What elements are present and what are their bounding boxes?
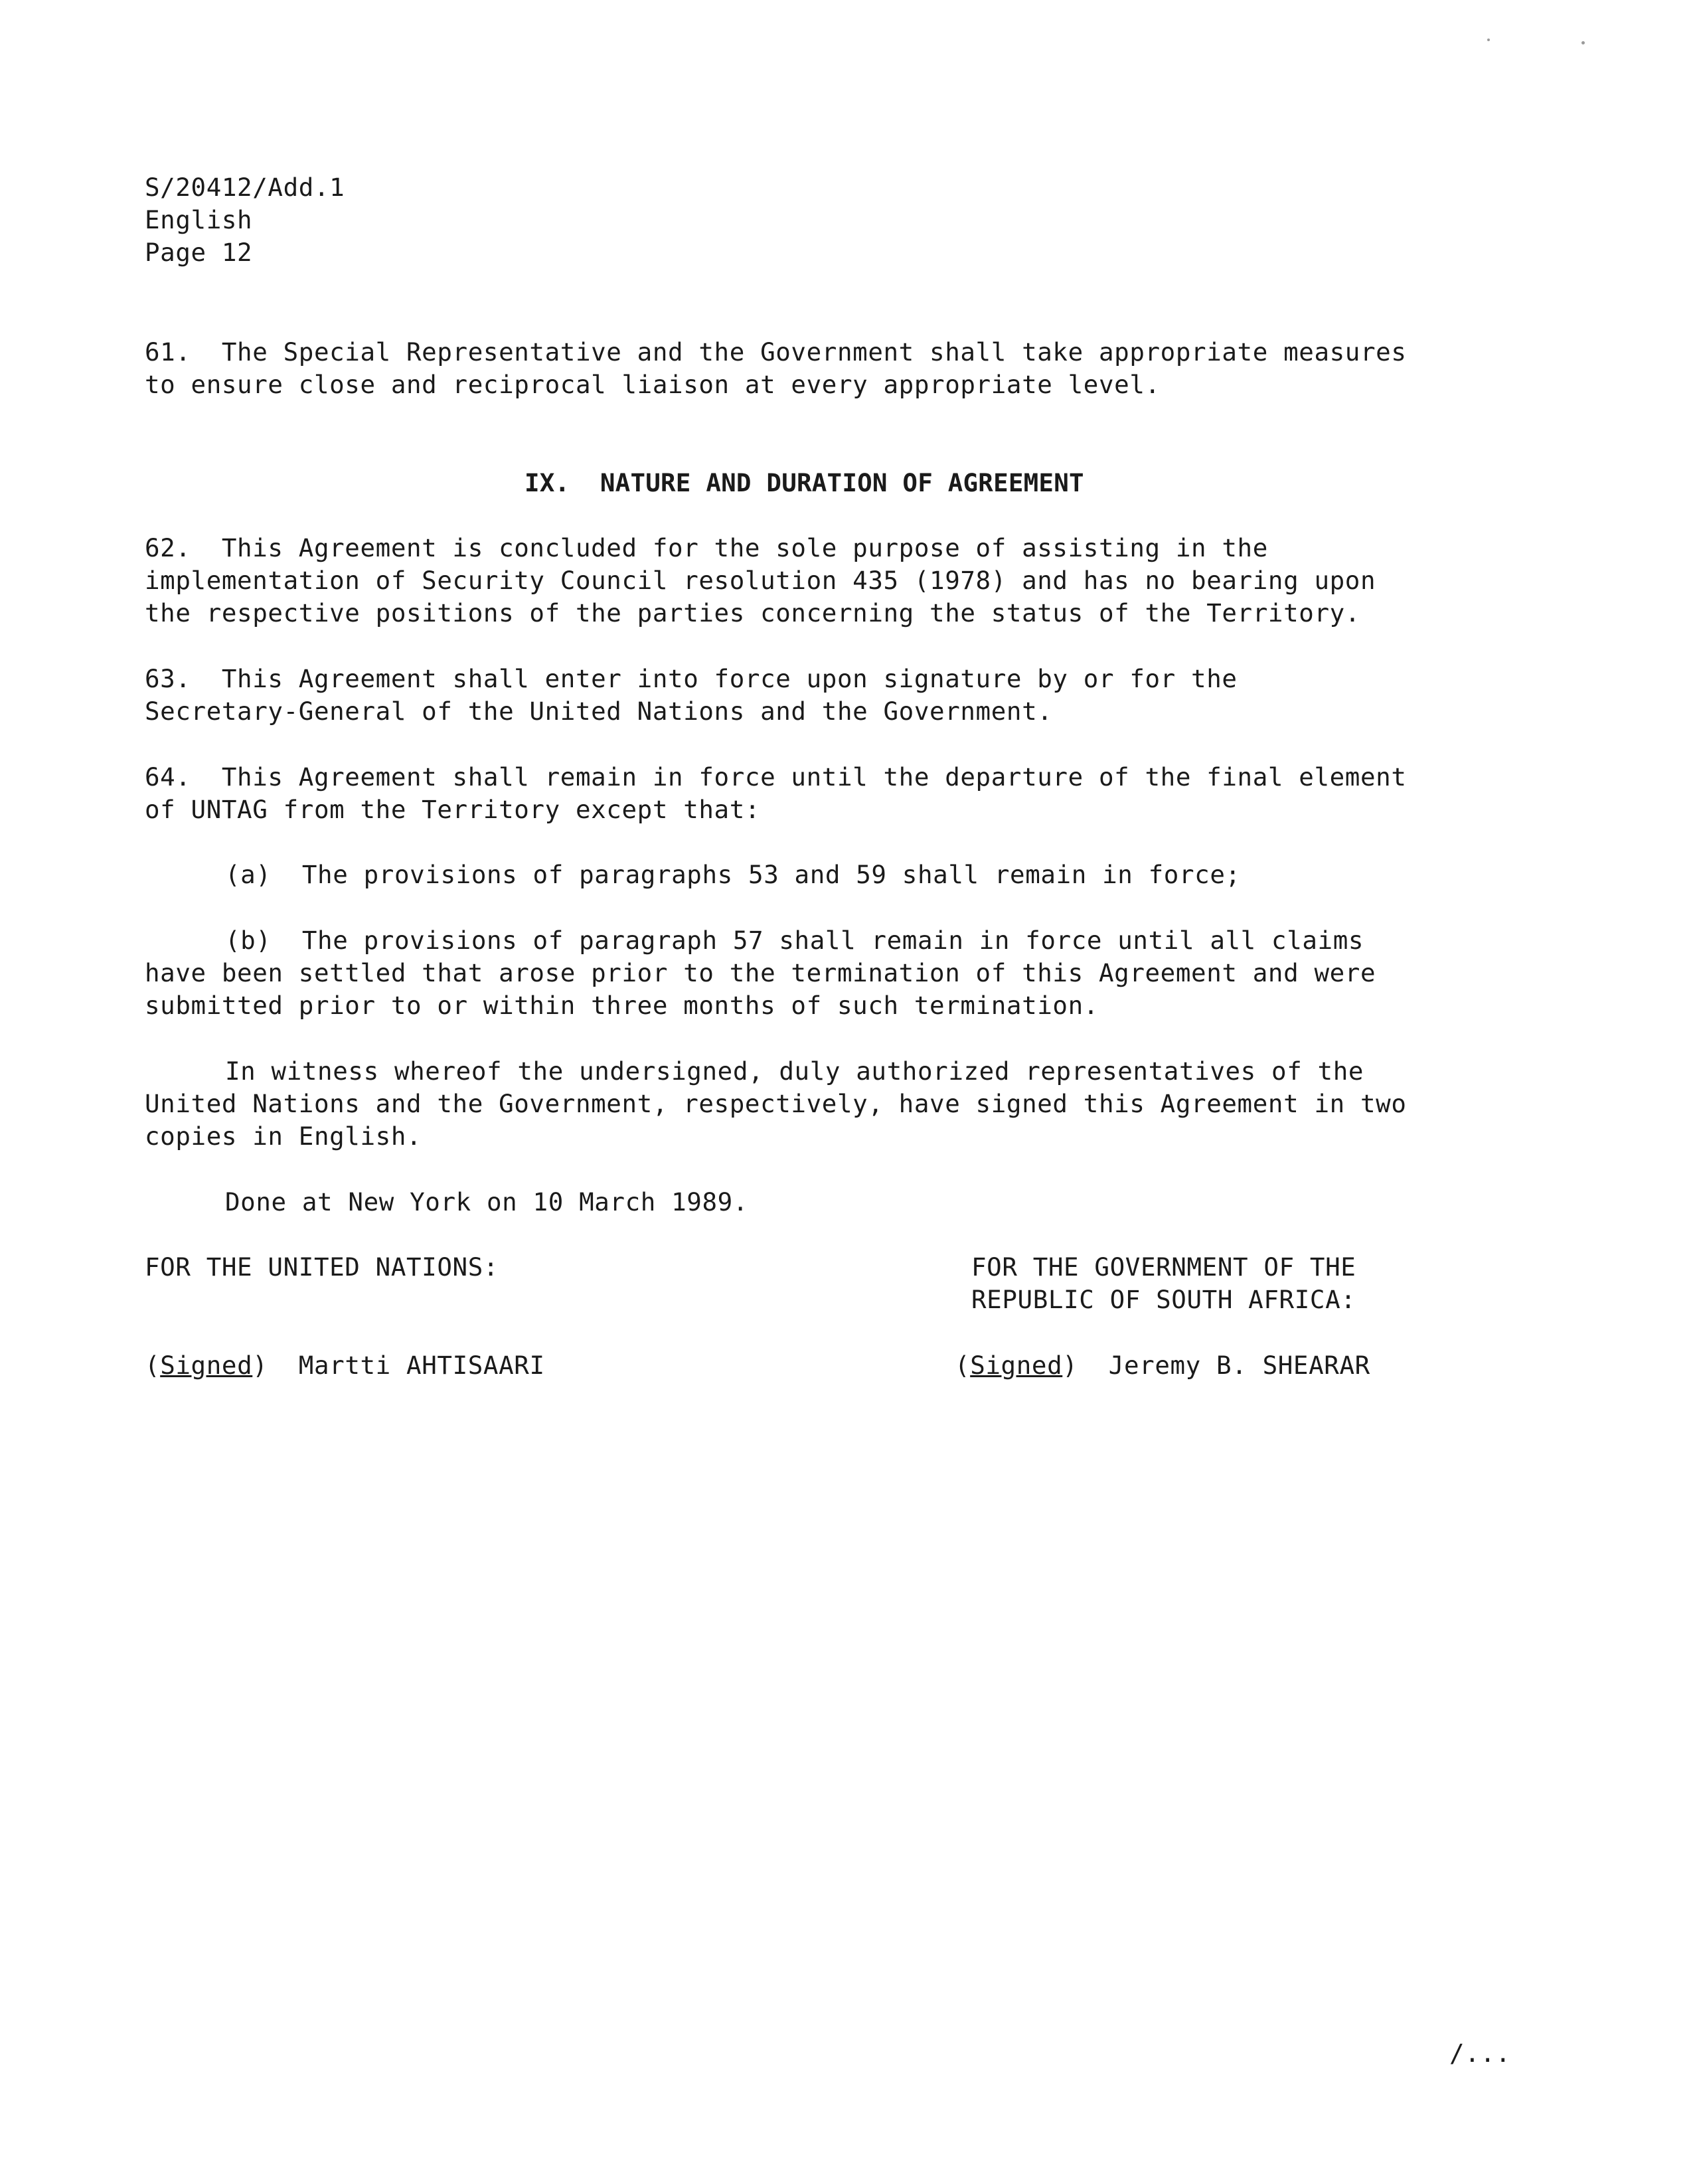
sa-signatory-heading-line-1: FOR THE GOVERNMENT OF THE: [971, 1252, 1356, 1282]
paragraph-62-line-2: implementation of Security Council resolution 435 (1978) and has no bearing upon: [145, 566, 1376, 595]
paragraph-63-line-1: 63. This Agreement shall enter into force upon signature by or for the: [145, 664, 1238, 693]
sa-signatory-heading-line-2: REPUBLIC OF SOUTH AFRICA:: [971, 1285, 1356, 1314]
paragraph-61-line-1: 61. The Special Representative and the Government shall take appropriate measures: [145, 337, 1407, 367]
signed-mark: Signed: [160, 1351, 253, 1380]
paragraph-64-item-b-line-3: submitted prior to or within three months of such termination.: [145, 991, 1099, 1020]
close-paren: ): [252, 1351, 268, 1380]
open-paren: (: [145, 1351, 161, 1380]
paragraph-61-line-2: to ensure close and reciprocal liaison at every appropriate level.: [145, 370, 1161, 399]
witness-line-1: In witness whereof the undersigned, duly authorized representatives of the: [225, 1056, 1364, 1086]
paragraph-62-line-3: the respective positions of the parties concerning the status of the Territory.: [145, 598, 1360, 628]
paragraph-64-item-b-line-2: have been settled that arose prior to the termination of this Agreement and were: [145, 958, 1376, 987]
done-at-statement: Done at New York on 10 March 1989.: [225, 1187, 749, 1217]
paragraph-62-line-1: 62. This Agreement is concluded for the sole purpose of assisting in the: [145, 533, 1268, 562]
scan-speck: [1487, 39, 1490, 41]
witness-line-3: copies in English.: [145, 1122, 422, 1151]
document-symbol: S/20412/Add.1: [145, 173, 345, 202]
continuation-mark: /...: [1449, 2039, 1511, 2068]
witness-line-2: United Nations and the Government, respectively, have signed this Agreement in two: [145, 1089, 1407, 1118]
signed-mark: Signed: [970, 1351, 1063, 1380]
sa-signatory-name: Jeremy B. SHEARAR: [1108, 1351, 1370, 1380]
close-paren: ): [1062, 1351, 1078, 1380]
sa-signature-line: [955, 1349, 1370, 1382]
scan-speck: [1581, 41, 1585, 44]
document-language: English: [145, 205, 253, 234]
paragraph-64-line-2: of UNTAG from the Territory except that:: [145, 795, 761, 824]
paragraph-63-line-2: Secretary-General of the United Nations and the Government.: [145, 697, 1053, 726]
un-signatory-name: Martti AHTISAARI: [298, 1351, 545, 1380]
un-signature-line: [145, 1349, 545, 1382]
paragraph-64-item-b-line-1: (b) The provisions of paragraph 57 shall remain in force until all claims: [225, 926, 1364, 955]
un-signatory-heading: FOR THE UNITED NATIONS:: [145, 1252, 499, 1282]
section-heading: IX. NATURE AND DURATION OF AGREEMENT: [525, 468, 1084, 497]
open-paren: (: [955, 1351, 971, 1380]
paragraph-64-line-1: 64. This Agreement shall remain in force until the departure of the final element: [145, 762, 1407, 792]
page-number: Page 12: [145, 238, 253, 267]
paragraph-64-item-a: (a) The provisions of paragraphs 53 and 59 shall remain in force;: [225, 860, 1241, 889]
